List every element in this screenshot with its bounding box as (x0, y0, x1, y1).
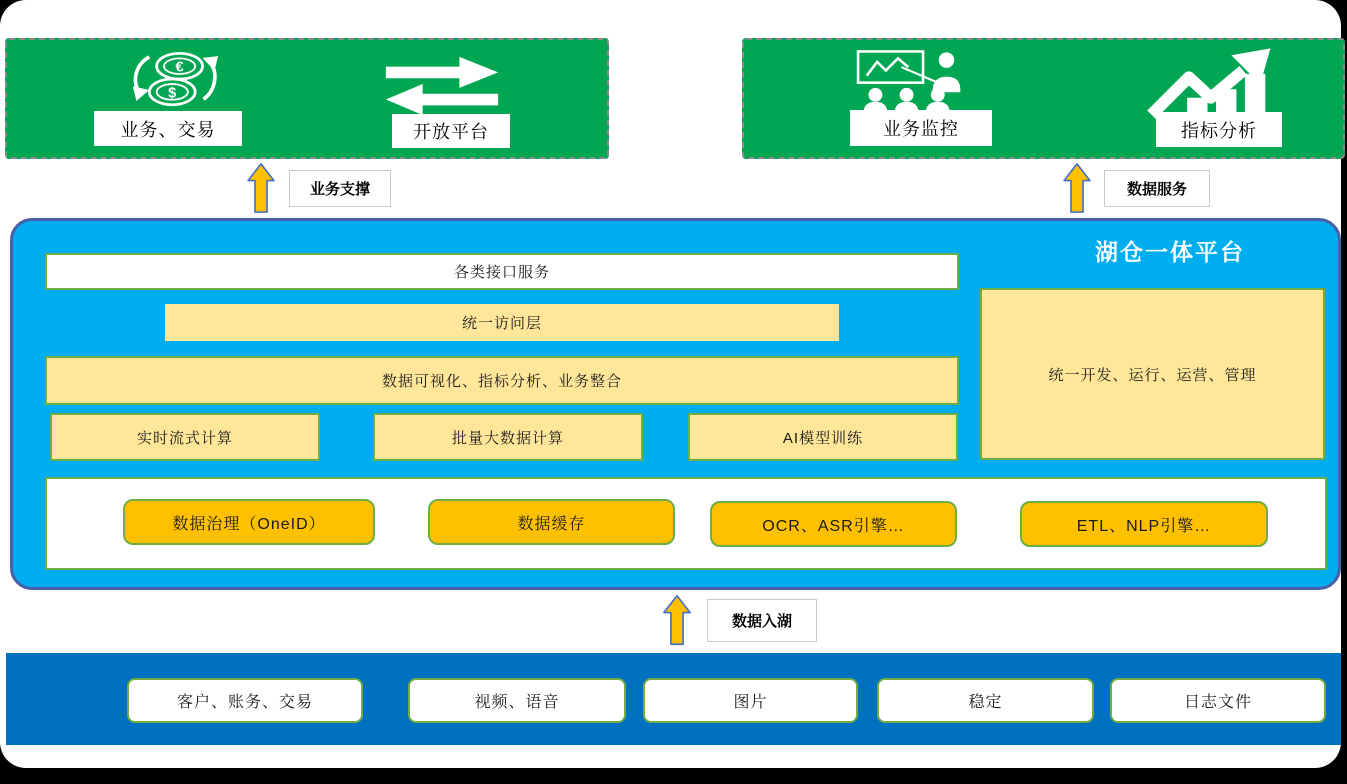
business-support-arrow-icon (247, 163, 275, 213)
ocr-asr-engine-button: OCR、ASR引擎… (710, 501, 957, 547)
business-support-tag: 业务支撑 (289, 170, 391, 207)
source-video-voice: 视频、语音 (408, 678, 626, 723)
unified-access-layer: 统一访问层 (165, 304, 839, 341)
business-monitoring-label: 业务监控 (850, 110, 992, 146)
open-platform-label: 开放平台 (392, 114, 510, 148)
unified-management-box: 统一开发、运行、运营、管理 (980, 288, 1325, 460)
source-customer-accounting-transaction: 客户、账务、交易 (127, 678, 363, 723)
data-ingestion-arrow-icon (663, 594, 691, 646)
etl-nlp-engine-button: ETL、NLP引擎… (1020, 501, 1268, 547)
data-service-arrow-icon (1063, 163, 1091, 213)
platform-title: 湖仓一体平台 (1095, 239, 1245, 265)
svg-text:€: € (175, 59, 184, 76)
data-ingestion-tag: 数据入湖 (707, 599, 817, 642)
batch-bigdata-box: 批量大数据计算 (373, 413, 643, 461)
data-governance-button: 数据治理（OneID） (123, 499, 375, 545)
interface-services-layer: 各类接口服务 (45, 253, 959, 290)
data-service-tag: 数据服务 (1104, 170, 1210, 207)
business-transaction-label: 业务、交易 (94, 111, 242, 146)
realtime-streaming-box: 实时流式计算 (50, 413, 320, 461)
transfer-arrows-icon (378, 55, 506, 115)
source-stable: 稳定 (877, 678, 1094, 723)
indicator-analysis-label: 指标分析 (1156, 112, 1282, 147)
visualization-layer: 数据可视化、指标分析、业务整合 (45, 356, 959, 405)
source-log-files: 日志文件 (1110, 678, 1326, 723)
data-cache-button: 数据缓存 (428, 499, 675, 545)
source-image: 图片 (643, 678, 858, 723)
ai-model-training-box: AI模型训练 (688, 413, 958, 461)
svg-text:$: $ (168, 85, 177, 102)
